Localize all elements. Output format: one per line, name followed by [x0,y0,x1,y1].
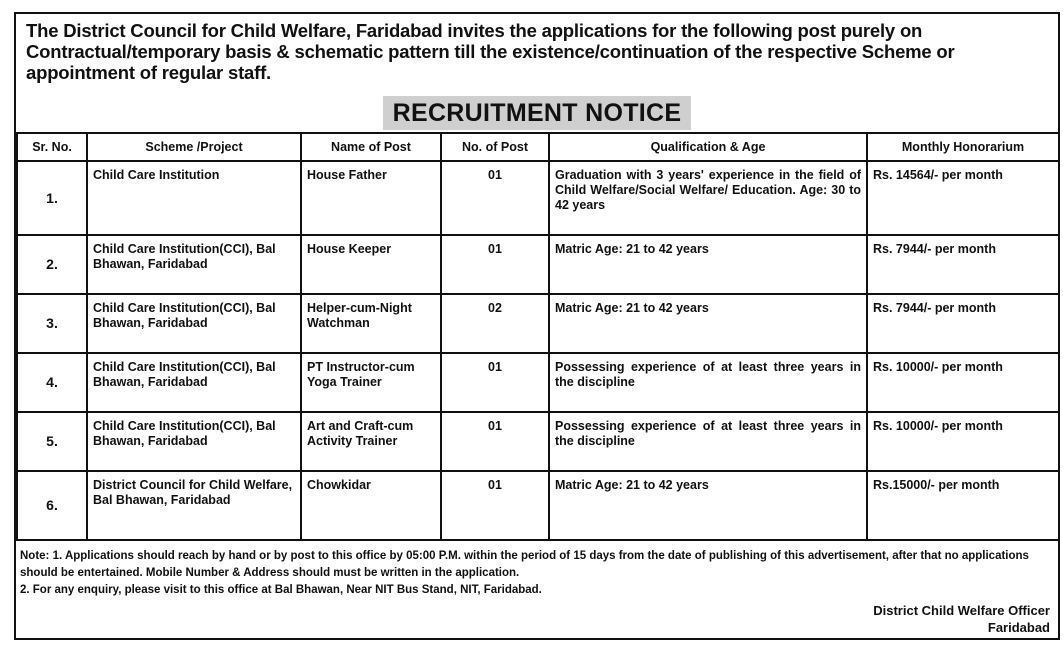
table-row [17,353,1059,412]
honorarium: Rs. 7944/- per month [867,235,1059,294]
post-name: Art and Craft-cum Activity Trainer [301,412,441,471]
recruitment-notice [14,12,1060,640]
qualification: Matric Age: 21 to 42 years [549,294,867,353]
header-post-count: No. of Post [441,133,549,161]
table-row [17,235,1059,294]
intro-paragraph: The District Council for Child Welfare, Faridabad invites the applications for the following post purely on Contractual/temporary basis & schematic pattern till the existence/continuation of the respective Scheme or appointment of regular staff. [26,20,955,83]
scheme: Child Care Institution(CCI), Bal Bhawan, Faridabad [87,353,301,412]
scheme: District Council for Child Welfare, Bal Bhawan, Faridabad [87,471,301,540]
honorarium: Rs. 7944/- per month [867,294,1059,353]
sr-no: 2. [17,235,87,294]
signature-block [873,602,1050,636]
title-wrapper [16,96,1058,130]
table-row [17,412,1059,471]
post-name: Helper-cum-Night Watchman [301,294,441,353]
scheme: Child Care Institution [87,161,301,235]
sr-no: 1. [17,161,87,235]
table-row [17,294,1059,353]
post-count: 01 [441,235,549,294]
table-header-row [17,133,1059,161]
post-count: 01 [441,412,549,471]
qualification: Possessing experience of at least three years in the discipline [549,412,867,471]
qualification: Matric Age: 21 to 42 years [549,471,867,540]
post-name: House Keeper [301,235,441,294]
post-count: 02 [441,294,549,353]
header-sr-no: Sr. No. [17,133,87,161]
post-count: 01 [441,161,549,235]
signatory-place: Faridabad [987,620,1050,635]
note-line-2: 2. For any enquiry, please visit to this office at Bal Bhawan, Near NIT Bus Stand, NIT, Faridabad. [20,584,542,596]
honorarium: Rs.15000/- per month [867,471,1059,540]
signatory-title: District Child Welfare Officer [873,603,1050,618]
qualification: Graduation with 3 years' experience in the field of Child Welfare/Social Welfare/ Education. Age: 30 to 42 years [549,161,867,235]
header-post-name: Name of Post [301,133,441,161]
honorarium: Rs. 10000/- per month [867,412,1059,471]
note-line-1: Note: 1. Applications should reach by hand or by post to this office by 05:00 P.M. within the period of 15 days from the date of publishing of this advertisement, after that no applications should be entertained. Mobile Number & Address should must be written in the application. [20,550,1029,579]
sr-no: 3. [17,294,87,353]
honorarium: Rs. 10000/- per month [867,353,1059,412]
scheme: Child Care Institution(CCI), Bal Bhawan, Faridabad [87,412,301,471]
post-count: 01 [441,471,549,540]
sr-no: 6. [17,471,87,540]
sr-no: 5. [17,412,87,471]
table-row [17,161,1059,235]
post-count: 01 [441,353,549,412]
scheme: Child Care Institution(CCI), Bal Bhawan, Faridabad [87,294,301,353]
scheme: Child Care Institution(CCI), Bal Bhawan, Faridabad [87,235,301,294]
header-scheme: Scheme /Project [87,133,301,161]
header-honorarium: Monthly Honorarium [867,133,1059,161]
qualification: Possessing experience of at least three years in the discipline [549,353,867,412]
sr-no: 4. [17,353,87,412]
notice-title: RECRUITMENT NOTICE [383,96,692,130]
posts-table [16,132,1060,541]
qualification: Matric Age: 21 to 42 years [549,235,867,294]
post-name: Chowkidar [301,471,441,540]
post-name: PT Instructor-cum Yoga Trainer [301,353,441,412]
post-name: House Father [301,161,441,235]
table-row [17,471,1059,540]
honorarium: Rs. 14564/- per month [867,161,1059,235]
header-qualification: Qualification & Age [549,133,867,161]
note-section [20,548,1054,599]
